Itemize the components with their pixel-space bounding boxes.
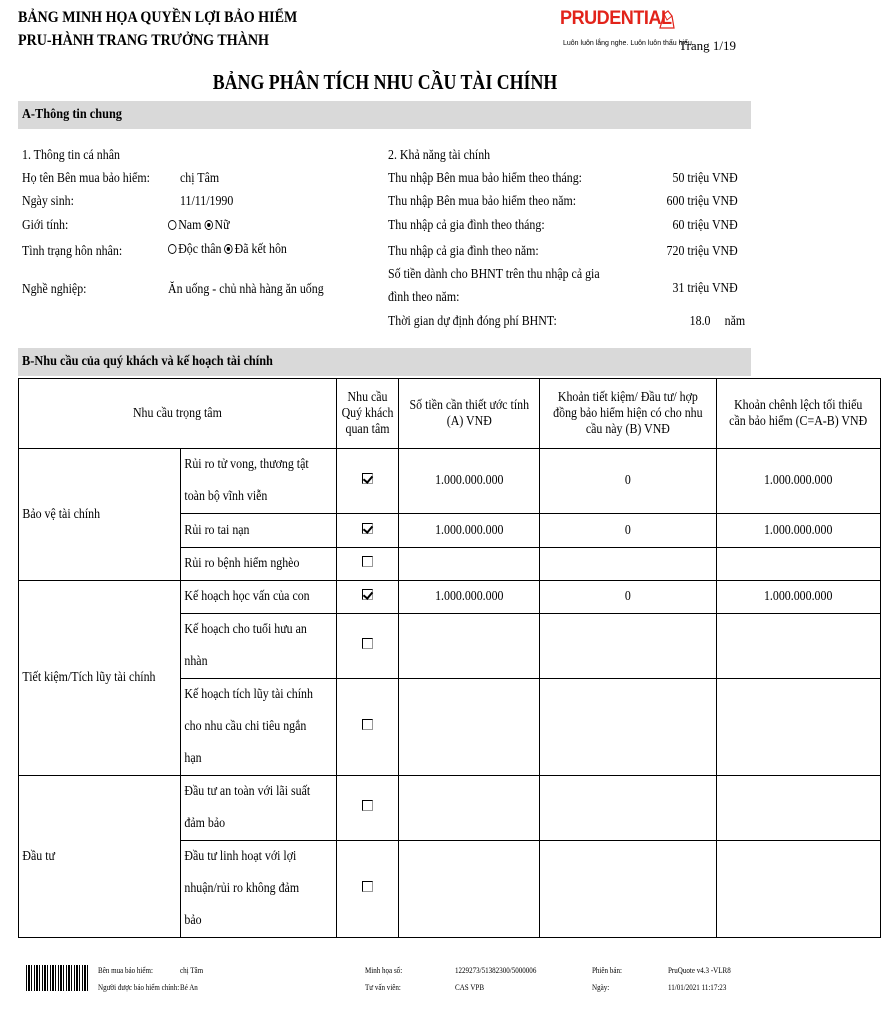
name-label: Họ tên Bên mua bảo hiểm: <box>22 171 150 186</box>
need-checkbox-cell <box>336 514 398 548</box>
col-header-need: Nhu cầu trọng tâm <box>19 379 337 449</box>
gender-label: Giới tính: <box>22 218 69 233</box>
name-value: chị Tâm <box>180 171 220 186</box>
finance-heading: 2. Khả năng tài chính <box>388 148 491 163</box>
need-checkbox[interactable] <box>362 589 373 600</box>
value-b: 0 <box>540 514 717 548</box>
value-a <box>398 776 540 841</box>
logo-wordmark: PRUDENTIAL <box>560 8 672 29</box>
need-label: Rủi ro bệnh hiểm nghèo <box>180 548 336 581</box>
prudential-logo <box>560 6 694 54</box>
value-c: 1.000.000.000 <box>717 449 880 514</box>
footer-insured-label: Người được bảo hiểm chính: <box>98 983 180 992</box>
finance-label-0: Thu nhập Bên mua bảo hiểm theo tháng: <box>388 171 582 186</box>
finance-value-2: 60 triệu VNĐ <box>672 218 738 233</box>
finance-value-0: 50 triệu VNĐ <box>672 171 738 186</box>
value-c <box>717 548 880 581</box>
term-unit: năm <box>724 314 745 329</box>
col-header-existing: Khoản tiết kiệm/ Đầu tư/ hợp đồng bảo hiểm hiện có cho nhu cầu này (B) VNĐ <box>540 379 717 449</box>
need-checkbox[interactable] <box>362 800 373 811</box>
need-label: Đầu tư an toàn với lãi suất đảm bảo <box>180 776 336 841</box>
value-b <box>540 841 717 938</box>
logo-tagline: Luôn luôn lắng nghe. Luôn luôn thấu hiểu. <box>563 40 694 47</box>
footer-advisor-label: Tư vấn viên: <box>365 983 401 992</box>
value-b: 0 <box>540 449 717 514</box>
value-a <box>398 614 540 679</box>
section-b-heading: B-Nhu cầu của quý khách và kế hoạch tài chính <box>18 348 751 376</box>
need-label: Rủi ro tai nạn <box>180 514 336 548</box>
table-header-row <box>19 379 881 449</box>
need-checkbox[interactable] <box>362 556 373 567</box>
gender-male-label: Nam <box>178 218 202 233</box>
footer-buyer-label: Bên mua bảo hiểm: <box>98 966 153 975</box>
col-header-required: Số tiền cần thiết ước tính (A) VNĐ <box>398 379 540 449</box>
header-line-1: BẢNG MINH HỌA QUYỀN LỢI BẢO HIỂM <box>18 9 298 26</box>
finance-label-3: Thu nhập cả gia đình theo năm: <box>388 244 539 259</box>
group-investment: Đầu tư <box>19 776 181 938</box>
value-a <box>398 841 540 938</box>
value-c: 1.000.000.000 <box>717 514 880 548</box>
finance-label-2: Thu nhập cả gia đình theo tháng: <box>388 218 545 233</box>
bhnt-label-1: Số tiền dành cho BHNT trên thu nhập cả gia <box>388 267 600 282</box>
marital-married-radio[interactable] <box>224 244 233 254</box>
page-number: Trang 1/19 <box>679 38 736 53</box>
footer-version-label: Phiên bản: <box>592 966 622 975</box>
value-b: 0 <box>540 581 717 614</box>
need-checkbox-cell <box>336 614 398 679</box>
need-checkbox[interactable] <box>362 719 373 730</box>
need-checkbox[interactable] <box>362 473 373 484</box>
value-a: 1.000.000.000 <box>398 449 540 514</box>
gender-female-label: Nữ <box>214 218 230 233</box>
footer-advisor-value: CAS VPB <box>455 983 485 992</box>
gender-male-radio[interactable] <box>168 220 177 230</box>
value-a: 1.000.000.000 <box>398 581 540 614</box>
bhnt-label-2: đình theo năm: <box>388 290 460 305</box>
value-b <box>540 776 717 841</box>
value-a: 1.000.000.000 <box>398 514 540 548</box>
value-c <box>717 776 880 841</box>
need-label: Kế hoạch cho tuổi hưu an nhàn <box>180 614 336 679</box>
value-a <box>398 548 540 581</box>
needs-table <box>18 378 881 938</box>
need-checkbox-cell <box>336 841 398 938</box>
section-a-heading: A-Thông tin chung <box>18 101 751 129</box>
footer-buyer-value: chị Tâm <box>180 966 204 975</box>
marital-married-label: Đã kết hôn <box>234 242 287 257</box>
need-checkbox-cell <box>336 776 398 841</box>
table-row <box>19 581 881 614</box>
marital-single-radio[interactable] <box>168 244 177 254</box>
group-protection: Bảo vệ tài chính <box>19 449 181 581</box>
finance-value-3: 720 triệu VNĐ <box>666 244 738 259</box>
footer-insured-value: Bé An <box>180 983 198 992</box>
page-title: BẢNG PHÂN TÍCH NHU CẦU TÀI CHÍNH <box>212 70 558 94</box>
value-b <box>540 548 717 581</box>
footer-illus-label: Minh họa số: <box>365 966 403 975</box>
footer-date-label: Ngày: <box>592 983 610 992</box>
rock-icon <box>658 8 676 30</box>
gender-options <box>168 217 230 235</box>
gender-female-radio[interactable] <box>204 220 213 230</box>
bhnt-value: 31 triệu VNĐ <box>672 281 738 296</box>
value-a <box>398 679 540 776</box>
need-checkbox[interactable] <box>362 638 373 649</box>
barcode <box>26 965 88 991</box>
table-row <box>19 776 881 841</box>
term-label: Thời gian dự định đóng phí BHNT: <box>388 314 557 329</box>
value-b <box>540 679 717 776</box>
dob-value: 11/11/1990 <box>180 194 234 209</box>
need-label: Rủi ro tử vong, thương tật toàn bộ vĩnh viễn <box>180 449 336 514</box>
footer-version-value: PruQuote v4.3 -VLR8 <box>668 966 731 975</box>
marital-single-label: Độc thân <box>178 242 222 257</box>
job-label: Nghề nghiệp: <box>22 282 87 297</box>
col-header-gap: Khoản chênh lệch tối thiểu cần bảo hiểm (C=A-B) VNĐ <box>717 379 880 449</box>
need-label: Kế hoạch học vấn của con <box>180 581 336 614</box>
marital-label: Tình trạng hôn nhân: <box>22 244 123 259</box>
term-value: 18.0 <box>689 314 710 329</box>
footer-date-value: 11/01/2021 11:17:23 <box>668 983 727 992</box>
table-row <box>19 449 881 514</box>
header-line-2: PRU-HÀNH TRANG TRƯỞNG THÀNH <box>18 32 269 49</box>
marital-options <box>168 241 287 259</box>
finance-value-1: 600 triệu VNĐ <box>666 194 738 209</box>
finance-label-1: Thu nhập Bên mua bảo hiểm theo năm: <box>388 194 577 209</box>
col-header-interest: Nhu cầu Quý khách quan tâm <box>336 379 398 449</box>
value-c: 1.000.000.000 <box>717 581 880 614</box>
personal-info-heading: 1. Thông tin cá nhân <box>22 148 120 163</box>
need-checkbox[interactable] <box>362 523 373 534</box>
value-c <box>717 679 880 776</box>
need-label: Đầu tư linh hoạt với lợi nhuận/rủi ro không đảm bảo <box>180 841 336 938</box>
footer-illus-value: 1229273/51382300/5000006 <box>455 966 537 975</box>
job-value: Ăn uống - chủ nhà hàng ăn uống <box>168 282 324 297</box>
value-c <box>717 841 880 938</box>
need-label: Kế hoạch tích lũy tài chính cho nhu cầu chi tiêu ngắn hạn <box>180 679 336 776</box>
value-c <box>717 614 880 679</box>
dob-label: Ngày sinh: <box>22 194 74 209</box>
value-b <box>540 614 717 679</box>
need-checkbox[interactable] <box>362 881 373 892</box>
need-checkbox-cell <box>336 449 398 514</box>
group-savings: Tiết kiệm/Tích lũy tài chính <box>19 581 181 776</box>
need-checkbox-cell <box>336 581 398 614</box>
need-checkbox-cell <box>336 679 398 776</box>
need-checkbox-cell <box>336 548 398 581</box>
